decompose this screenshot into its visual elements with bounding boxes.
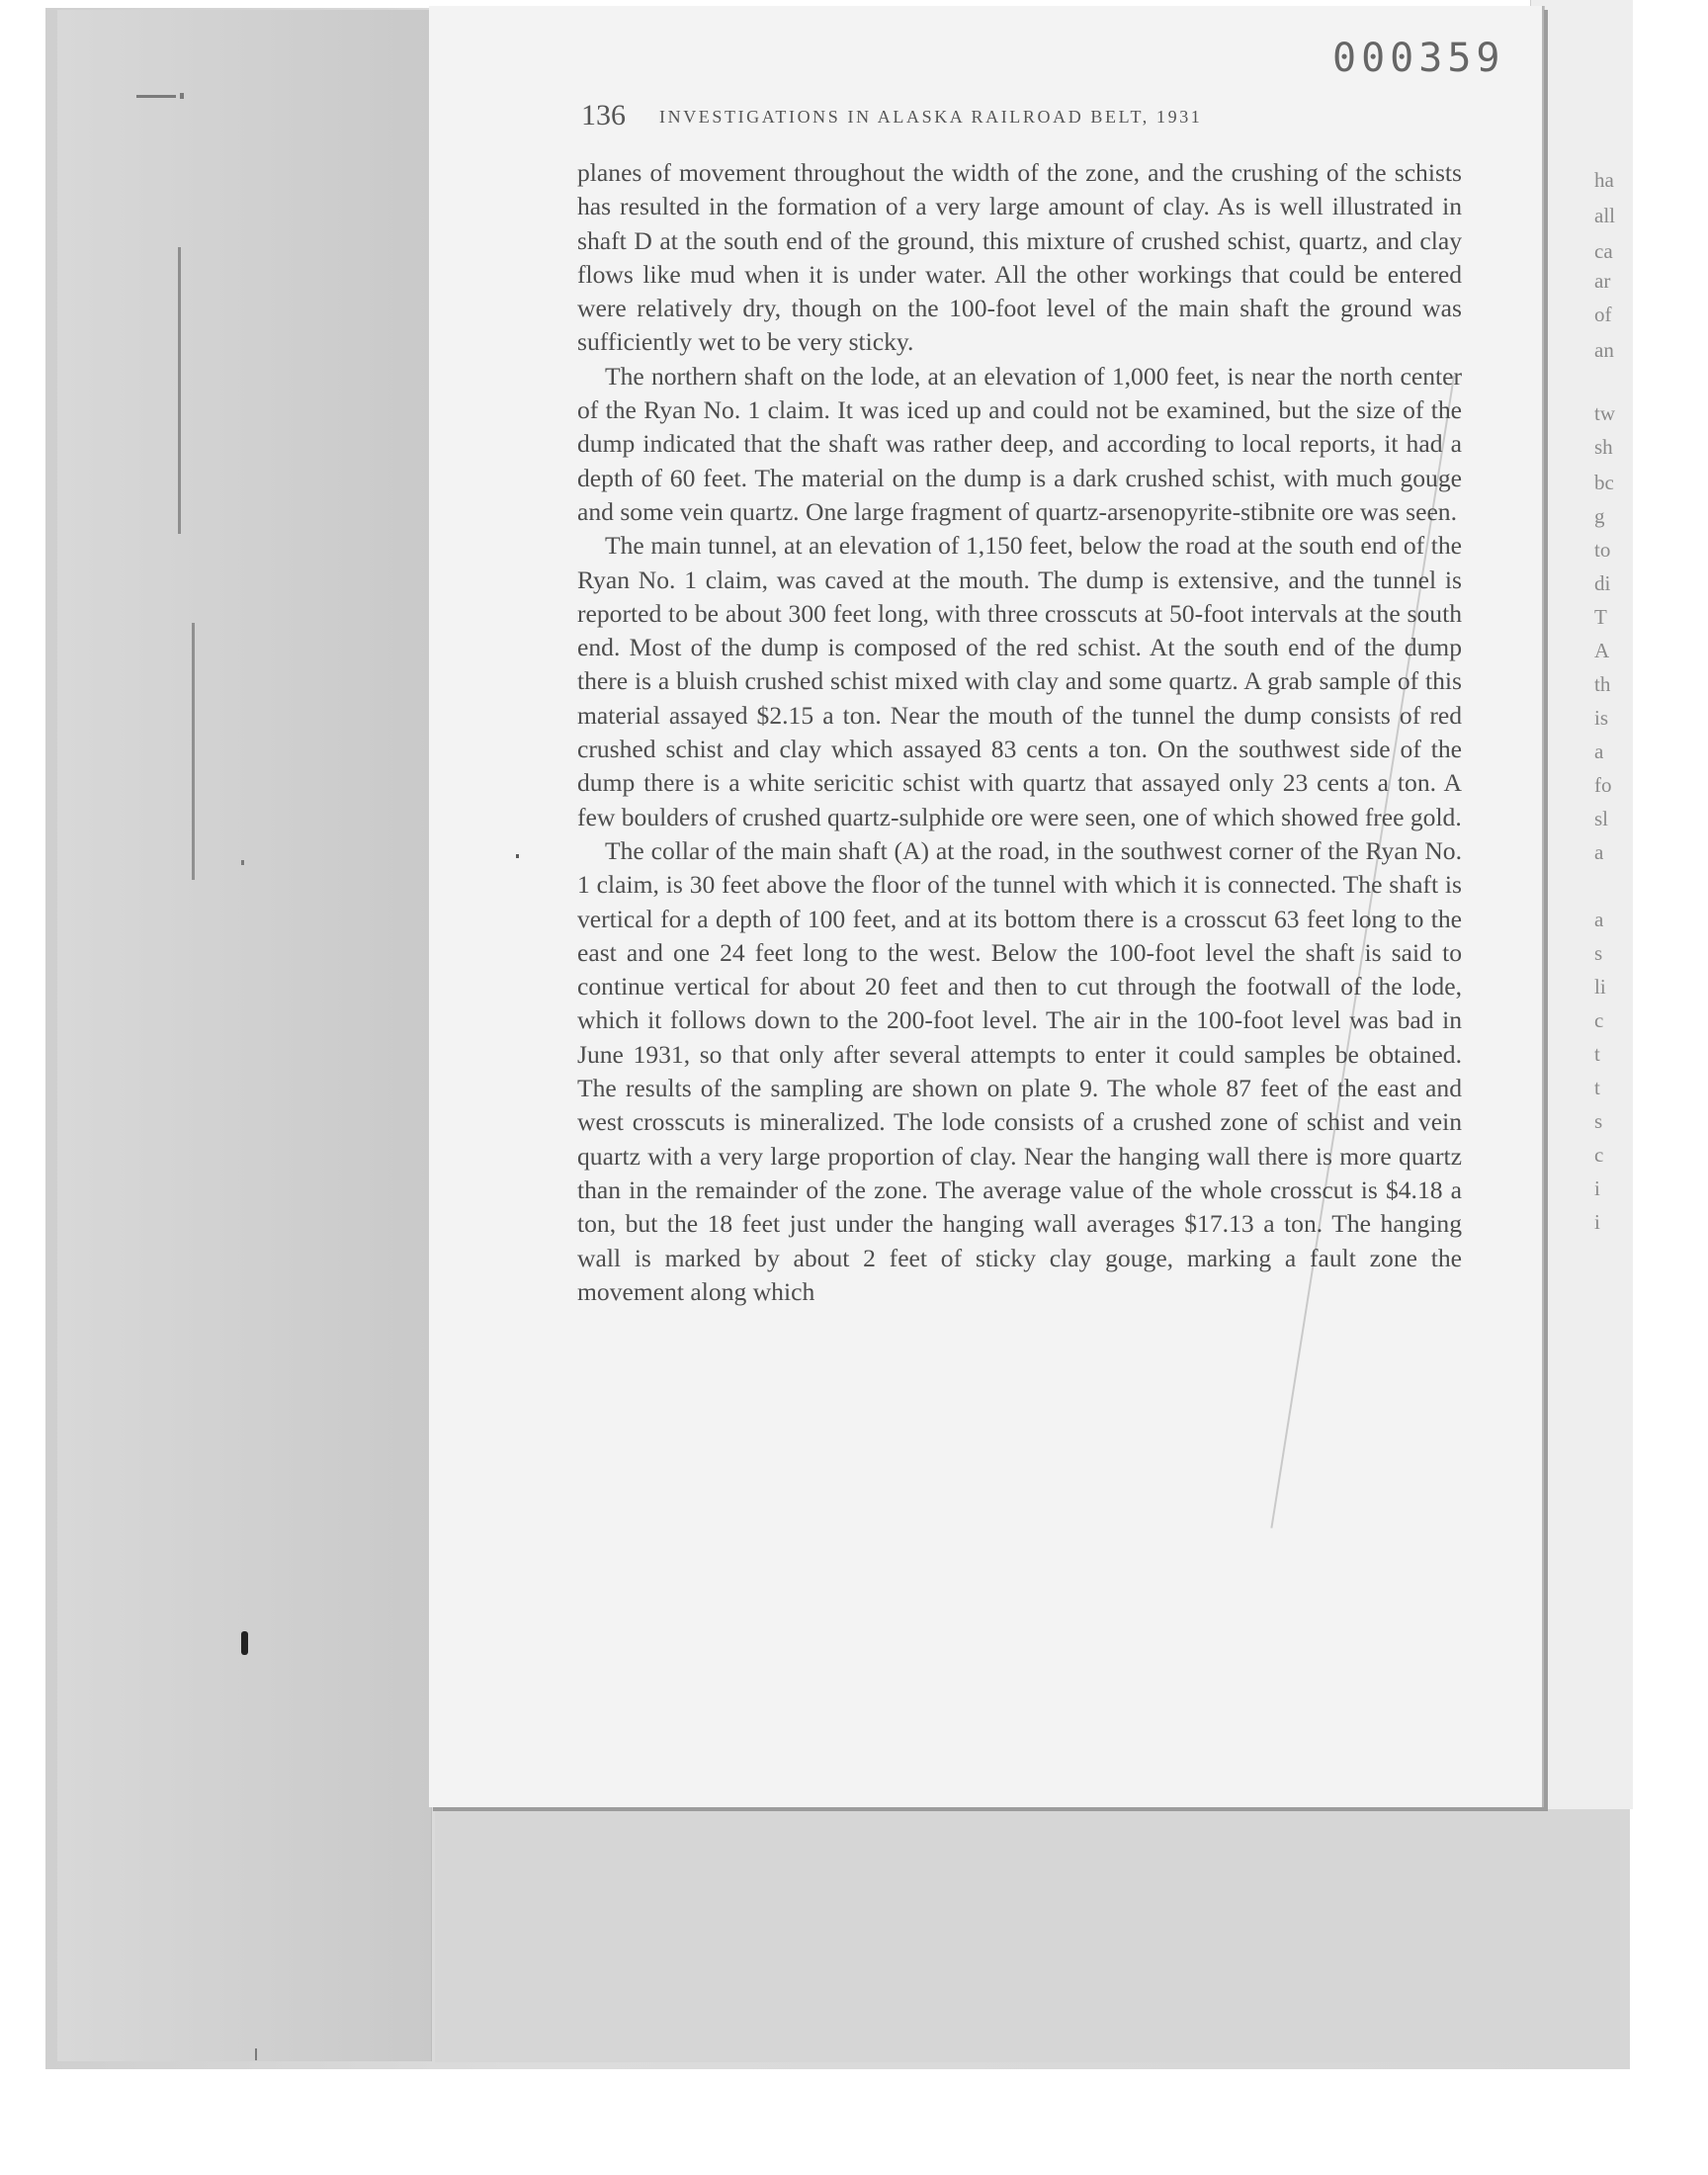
scan-mark <box>180 93 184 99</box>
scan-mark <box>241 1631 248 1655</box>
scan-mark <box>136 95 176 98</box>
scan-mark <box>241 860 244 865</box>
scan-mark <box>192 623 195 880</box>
fragment: A <box>1594 639 1610 662</box>
page-stamp-number: 000359 <box>1332 36 1505 81</box>
fragment: tw <box>1594 401 1615 425</box>
fragment: c <box>1594 1008 1604 1032</box>
body-text <box>577 156 1462 1309</box>
fragment: s <box>1594 1109 1603 1133</box>
underlying-page <box>435 1803 1621 2062</box>
fragment: i <box>1594 1176 1600 1200</box>
fragment: i <box>1594 1210 1600 1234</box>
paragraph: planes of movement throughout the width of the zone, and the crushing of the schists has resulted in the formation of a very large amount of clay. As is well illustrated in shaft D at the south end of the ground, this mixture of crushed schist, quartz, and clay flows like mud when it is under water. All the other workings that could be entered were relatively dry, though on the 100-foot level of the main shaft the ground was sufficiently wet to be very sticky. <box>577 158 1462 357</box>
fragment: s <box>1594 941 1603 965</box>
paragraph: The collar of the main shaft (A) at the road, in the southwest corner of the Ryan No. 1 claim, is 30 feet above the floor of the tunnel with which it is connected. The shaft is vertical for a depth of 100 feet, and at its bottom there is a crosscut 63 feet long to the east and one 24 feet long to the west. Below the 100-foot level the shaft is said to continue vertical for about 20 feet and then to cut through the footwall of the lode, which it follows down to the 200-foot level. The air in the 100-foot level was bad in June 1931, so that only after several attempts to enter it could samples be obtained. The results of the sampling are shown on plate 9. The whole 87 feet of the east and west crosscuts is mineralized. The lode consists of a crushed zone of schist and vein quartz with a very large proportion of clay. Near the hanging wall there is more quartz than in the remainder of the zone. The average value of the whole crosscut is $4.18 a ton, but the 18 feet just under the hanging wall averages $17.13 a ton. The hanging wall is marked by about 2 feet of sticky clay gouge, marking a fault zone the movement along which <box>577 835 1462 1306</box>
fragment: is <box>1594 706 1609 730</box>
fragment: t <box>1594 1042 1600 1066</box>
fragment: T <box>1594 605 1607 629</box>
running-title: INVESTIGATIONS IN ALASKA RAILROAD BELT, 1931 <box>659 107 1203 127</box>
fragment: t <box>1594 1076 1600 1099</box>
fragment: a <box>1594 908 1604 931</box>
fragment: c <box>1594 1143 1604 1167</box>
fragment: a <box>1594 840 1604 864</box>
fragment: sh <box>1594 435 1613 459</box>
adjacent-page <box>1530 0 1633 1809</box>
fragment: ha <box>1594 168 1614 192</box>
scan-mark <box>255 2048 257 2060</box>
fragment: a <box>1594 740 1604 763</box>
fragment: all <box>1594 204 1615 227</box>
paragraph: The northern shaft on the lode, at an elevation of 1,000 feet, is near the north center of the Ryan No. 1 claim. It was iced up and could not be examined, but the size of the dump indicated that the shaft was rather deep, and according to local reports, it had a depth of 60 feet. The material on the dump is a dark crushed schist, with much gouge and some vein quartz. One large fragment of quartz-arsenopyrite-stibnite ore was seen. <box>577 361 1462 526</box>
fragment: th <box>1594 672 1611 696</box>
left-margin-strip <box>57 10 432 2061</box>
fragment: ar <box>1594 269 1611 293</box>
fragment: di <box>1594 571 1611 595</box>
fragment: li <box>1594 975 1606 999</box>
paragraph: The main tunnel, at an elevation of 1,150 feet, below the road at the south end of the Ryan No. 1 claim, was caved at the mouth. The dump is extensive, and the tunnel is reported to be about 300 feet long, with three crosscuts at 50-foot intervals at the south end. Most of the dump is composed of the red schist. At the south end of the dump there is a bluish crushed schist mixed with clay and some quartz. A grab sample of this material assayed $2.15 a ton. Near the mouth of the tunnel the dump consists of red crushed schist and clay which assayed 83 cents a ton. On the southwest side of the dump there is a white sericitic schist with quartz that assayed only 23 cents a ton. A few boulders of crushed quartz-sulphide ore were seen, one of which showed free gold. <box>577 531 1462 831</box>
fragment: of <box>1594 303 1612 326</box>
fragment: an <box>1594 338 1614 362</box>
fragment: fo <box>1594 773 1612 797</box>
running-header <box>581 99 1352 132</box>
fragment: g <box>1594 504 1605 528</box>
fragment: to <box>1594 538 1611 562</box>
scan-mark <box>516 854 519 858</box>
fragment: sl <box>1594 807 1609 830</box>
fragment: ca <box>1594 239 1613 263</box>
page-number: 136 <box>581 99 626 131</box>
scan-mark <box>178 247 181 534</box>
fragment: bc <box>1594 471 1614 494</box>
